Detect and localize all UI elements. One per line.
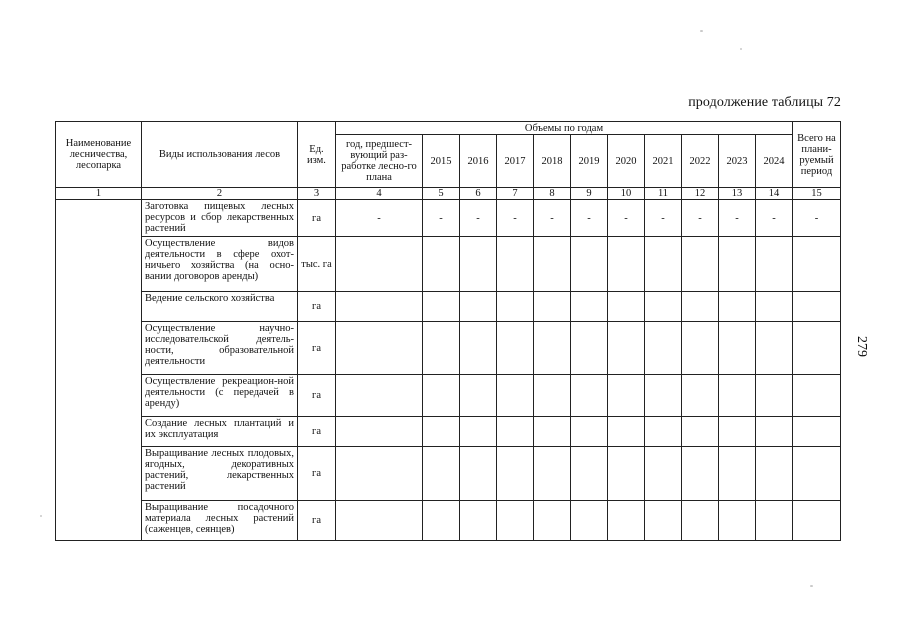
header-year: 2019 [571, 135, 608, 188]
forest-use-table [55, 121, 841, 541]
table-row [56, 200, 841, 237]
header-forestry: Наименование лесничества, лесопарка [56, 122, 142, 188]
value-cell [756, 237, 793, 292]
column-number: 11 [645, 188, 682, 200]
value-cell [645, 375, 682, 417]
column-number: 4 [336, 188, 423, 200]
value-cell [645, 322, 682, 375]
value-cell [645, 292, 682, 322]
value-cell [534, 322, 571, 375]
value-cell [460, 292, 497, 322]
value-cell [571, 322, 608, 375]
header-base-year: год, предшест-вующий раз-работке лесно-го плана [336, 135, 423, 188]
table-caption: продолжение таблицы 72 [688, 95, 841, 110]
table-row [56, 292, 841, 322]
unit-cell: га [298, 200, 336, 237]
value-cell: - [534, 200, 571, 237]
column-number: 1 [56, 188, 142, 200]
value-cell [497, 375, 534, 417]
column-number: 9 [571, 188, 608, 200]
value-cell [423, 501, 460, 541]
column-number: 13 [719, 188, 756, 200]
table-row [56, 375, 841, 417]
value-cell [793, 417, 841, 447]
value-cell [682, 417, 719, 447]
column-number-row [56, 188, 841, 200]
column-number: 6 [460, 188, 497, 200]
value-cell [571, 447, 608, 501]
value-cell [682, 447, 719, 501]
value-cell [608, 237, 645, 292]
value-cell [645, 501, 682, 541]
table-row [56, 417, 841, 447]
column-number: 8 [534, 188, 571, 200]
value-cell [608, 292, 645, 322]
value-cell [793, 237, 841, 292]
value-cell [608, 375, 645, 417]
value-cell [336, 447, 423, 501]
scan-speck [700, 30, 703, 32]
value-cell [756, 292, 793, 322]
value-cell: - [793, 200, 841, 237]
page-number: 279 [854, 336, 869, 357]
value-cell: - [719, 200, 756, 237]
value-cell [793, 501, 841, 541]
value-cell [608, 447, 645, 501]
value-cell [571, 417, 608, 447]
value-cell [571, 292, 608, 322]
value-cell [756, 447, 793, 501]
header-volumes-by-year: Объемы по годам [336, 122, 793, 135]
value-cell [423, 417, 460, 447]
value-cell [497, 237, 534, 292]
value-cell: - [423, 200, 460, 237]
scan-speck [740, 48, 742, 50]
unit-cell: тыс. га [298, 237, 336, 292]
use-type-cell: Выращивание посадочного материала лесных растений (саженцев, сеянцев) [142, 501, 298, 541]
value-cell [460, 237, 497, 292]
value-cell [423, 375, 460, 417]
value-cell [497, 417, 534, 447]
unit-cell: га [298, 447, 336, 501]
use-type-cell: Выращивание лесных плодовых, ягодных, декоративных растений, лекарственных растений [142, 447, 298, 501]
header-year: 2017 [497, 135, 534, 188]
header-unit: Ед. изм. [298, 122, 336, 188]
value-cell [608, 322, 645, 375]
header-year: 2016 [460, 135, 497, 188]
value-cell: - [756, 200, 793, 237]
column-number: 7 [497, 188, 534, 200]
value-cell [793, 375, 841, 417]
value-cell [534, 237, 571, 292]
value-cell [336, 417, 423, 447]
table-row [56, 237, 841, 292]
column-number: 15 [793, 188, 841, 200]
value-cell [497, 501, 534, 541]
value-cell [682, 501, 719, 541]
header-year: 2015 [423, 135, 460, 188]
value-cell [497, 322, 534, 375]
scan-speck [810, 585, 813, 587]
value-cell [682, 237, 719, 292]
value-cell [423, 322, 460, 375]
value-cell: - [497, 200, 534, 237]
value-cell [460, 501, 497, 541]
value-cell [793, 322, 841, 375]
value-cell: - [682, 200, 719, 237]
use-type-cell: Осуществление рекреацион-ной деятельности (с передачей в аренду) [142, 375, 298, 417]
header-year: 2024 [756, 135, 793, 188]
value-cell [719, 375, 756, 417]
unit-cell: га [298, 417, 336, 447]
value-cell [608, 501, 645, 541]
scan-speck [40, 515, 42, 517]
value-cell [497, 447, 534, 501]
value-cell [460, 322, 497, 375]
value-cell [719, 292, 756, 322]
value-cell [460, 417, 497, 447]
value-cell [756, 322, 793, 375]
header-total: Всего на плани-руемый период [793, 122, 841, 188]
unit-cell: га [298, 375, 336, 417]
value-cell [608, 417, 645, 447]
use-type-cell: Создание лесных плантаций и их эксплуатация [142, 417, 298, 447]
column-number: 14 [756, 188, 793, 200]
table-row [56, 501, 841, 541]
value-cell [534, 501, 571, 541]
header-year: 2021 [645, 135, 682, 188]
value-cell [571, 501, 608, 541]
column-number: 5 [423, 188, 460, 200]
value-cell [756, 417, 793, 447]
use-type-cell: Осуществление видов деятельности в сфере охот-ничьего хозяйства (на осно-вании договоров аренды) [142, 237, 298, 292]
value-cell [719, 417, 756, 447]
value-cell [336, 292, 423, 322]
value-cell [719, 322, 756, 375]
value-cell [645, 447, 682, 501]
header-row-top [56, 122, 841, 135]
value-cell [423, 237, 460, 292]
value-cell [756, 501, 793, 541]
value-cell [793, 292, 841, 322]
value-cell [793, 447, 841, 501]
header-use-type: Виды использования лесов [142, 122, 298, 188]
unit-cell: га [298, 292, 336, 322]
value-cell [682, 322, 719, 375]
value-cell [719, 447, 756, 501]
header-year: 2018 [534, 135, 571, 188]
value-cell [534, 447, 571, 501]
value-cell [336, 501, 423, 541]
value-cell [460, 447, 497, 501]
value-cell [423, 292, 460, 322]
header-year: 2023 [719, 135, 756, 188]
value-cell [645, 237, 682, 292]
value-cell: - [645, 200, 682, 237]
value-cell [336, 375, 423, 417]
use-type-cell: Осуществление научно-исследовательской деятель-ности, образовательной деятельности [142, 322, 298, 375]
table-row [56, 447, 841, 501]
value-cell [497, 292, 534, 322]
value-cell [336, 322, 423, 375]
value-cell [719, 501, 756, 541]
value-cell [534, 375, 571, 417]
use-type-cell: Ведение сельского хозяйства [142, 292, 298, 322]
column-number: 10 [608, 188, 645, 200]
value-cell [460, 375, 497, 417]
value-cell [534, 292, 571, 322]
value-cell: - [460, 200, 497, 237]
value-cell: - [608, 200, 645, 237]
table-row [56, 322, 841, 375]
column-number: 2 [142, 188, 298, 200]
forestry-cell [56, 200, 142, 541]
value-cell [756, 375, 793, 417]
value-cell [534, 417, 571, 447]
header-year: 2020 [608, 135, 645, 188]
value-cell [571, 237, 608, 292]
value-cell [682, 292, 719, 322]
unit-cell: га [298, 322, 336, 375]
value-cell: - [571, 200, 608, 237]
unit-cell: га [298, 501, 336, 541]
value-cell [682, 375, 719, 417]
column-number: 3 [298, 188, 336, 200]
column-number: 12 [682, 188, 719, 200]
value-cell [719, 237, 756, 292]
value-cell [645, 417, 682, 447]
value-cell [336, 237, 423, 292]
header-year: 2022 [682, 135, 719, 188]
value-cell [423, 447, 460, 501]
use-type-cell: Заготовка пищевых лесных ресурсов и сбор лекарственных растений [142, 200, 298, 237]
value-cell [571, 375, 608, 417]
value-cell: - [336, 200, 423, 237]
